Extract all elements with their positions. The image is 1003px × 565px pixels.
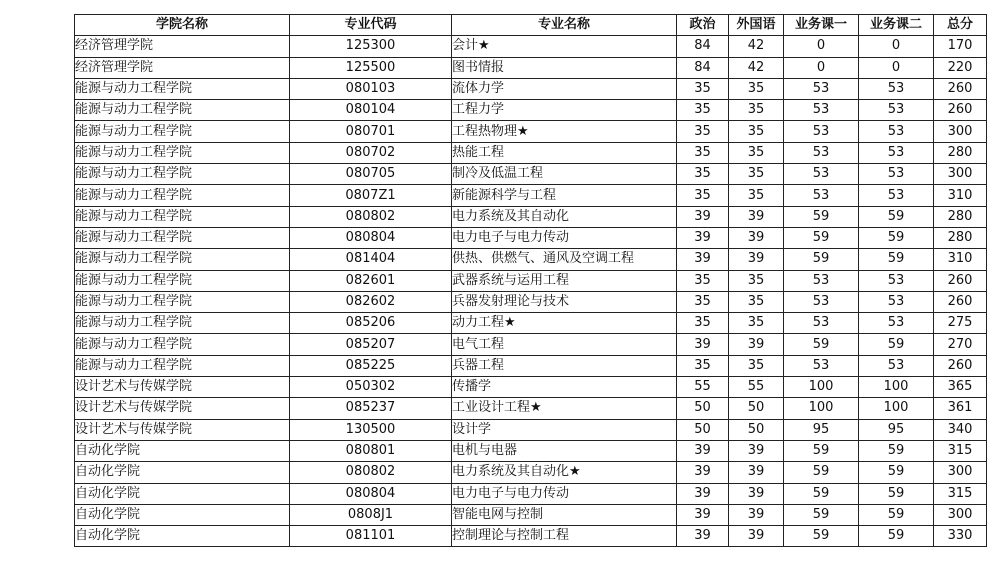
cell-major: 供热、供燃气、通风及空调工程 [452,249,677,270]
table-row [75,142,987,163]
cell-course-two: 59 [859,483,934,504]
cell-major: 工程力学 [452,100,677,121]
cell-foreign-language: 42 [729,57,784,78]
cell-course-two: 0 [859,57,934,78]
cell-total: 315 [934,483,987,504]
cell-college: 能源与动力工程学院 [75,227,290,248]
table-row [75,313,987,334]
cell-course-two: 53 [859,142,934,163]
cell-major: 新能源科学与工程 [452,185,677,206]
cell-code: 080801 [290,440,452,461]
cell-course-two: 95 [859,419,934,440]
table-row [75,355,987,376]
header-code: 专业代码 [290,15,452,36]
cell-college: 能源与动力工程学院 [75,313,290,334]
table-row [75,36,987,57]
cell-course-two: 59 [859,462,934,483]
cell-course-two: 53 [859,313,934,334]
cell-code: 080103 [290,78,452,99]
cell-foreign-language: 35 [729,313,784,334]
cell-total: 315 [934,440,987,461]
cell-foreign-language: 35 [729,164,784,185]
cell-course-one: 59 [784,227,859,248]
cell-code: 125500 [290,57,452,78]
cell-code: 080804 [290,483,452,504]
cell-major: 动力工程★ [452,313,677,334]
cell-foreign-language: 35 [729,270,784,291]
cell-foreign-language: 35 [729,291,784,312]
cell-total: 310 [934,185,987,206]
cell-college: 经济管理学院 [75,36,290,57]
cell-code: 080804 [290,227,452,248]
cell-total: 300 [934,121,987,142]
cell-college: 能源与动力工程学院 [75,78,290,99]
cell-total: 260 [934,291,987,312]
cell-course-two: 0 [859,36,934,57]
cell-politics: 39 [677,504,729,525]
score-table [74,14,987,547]
cell-politics: 39 [677,249,729,270]
cell-course-two: 59 [859,440,934,461]
cell-course-one: 53 [784,291,859,312]
cell-politics: 39 [677,526,729,547]
cell-major: 电力系统及其自动化 [452,206,677,227]
cell-major: 兵器发射理论与技术 [452,291,677,312]
cell-code: 085237 [290,398,452,419]
cell-course-one: 59 [784,462,859,483]
cell-code: 085207 [290,334,452,355]
cell-college: 能源与动力工程学院 [75,100,290,121]
cell-course-two: 59 [859,334,934,355]
cell-college: 能源与动力工程学院 [75,164,290,185]
cell-code: 080705 [290,164,452,185]
cell-politics: 50 [677,398,729,419]
cell-politics: 35 [677,313,729,334]
cell-college: 设计艺术与传媒学院 [75,398,290,419]
cell-politics: 50 [677,419,729,440]
cell-major: 会计★ [452,36,677,57]
cell-total: 361 [934,398,987,419]
cell-course-two: 59 [859,504,934,525]
table-row [75,164,987,185]
cell-politics: 35 [677,142,729,163]
table-row [75,78,987,99]
table-row [75,100,987,121]
cell-major: 控制理论与控制工程 [452,526,677,547]
cell-major: 电力电子与电力传动 [452,483,677,504]
cell-total: 330 [934,526,987,547]
cell-course-one: 53 [784,78,859,99]
table-row [75,291,987,312]
cell-college: 自动化学院 [75,462,290,483]
cell-code: 080702 [290,142,452,163]
header-major: 专业名称 [452,15,677,36]
cell-code: 125300 [290,36,452,57]
table-row [75,206,987,227]
cell-politics: 39 [677,206,729,227]
header-total: 总分 [934,15,987,36]
cell-foreign-language: 39 [729,526,784,547]
cell-course-two: 59 [859,526,934,547]
cell-total: 280 [934,206,987,227]
cell-total: 280 [934,142,987,163]
cell-total: 340 [934,419,987,440]
cell-politics: 35 [677,291,729,312]
cell-course-one: 53 [784,142,859,163]
cell-major: 武器系统与运用工程 [452,270,677,291]
header-foreign-language: 外国语 [729,15,784,36]
cell-foreign-language: 35 [729,355,784,376]
cell-code: 081404 [290,249,452,270]
cell-politics: 84 [677,36,729,57]
cell-total: 170 [934,36,987,57]
cell-major: 工业设计工程★ [452,398,677,419]
cell-major: 制冷及低温工程 [452,164,677,185]
cell-course-two: 53 [859,121,934,142]
cell-major: 流体力学 [452,78,677,99]
table-row [75,334,987,355]
table-row [75,121,987,142]
table-body [75,36,987,547]
cell-course-two: 59 [859,206,934,227]
cell-foreign-language: 42 [729,36,784,57]
cell-total: 280 [934,227,987,248]
cell-course-one: 53 [784,100,859,121]
cell-college: 能源与动力工程学院 [75,270,290,291]
cell-code: 0807Z1 [290,185,452,206]
cell-foreign-language: 35 [729,185,784,206]
cell-foreign-language: 35 [729,100,784,121]
cell-course-two: 53 [859,78,934,99]
cell-foreign-language: 35 [729,142,784,163]
cell-foreign-language: 39 [729,440,784,461]
cell-college: 能源与动力工程学院 [75,355,290,376]
table-row [75,227,987,248]
cell-code: 082602 [290,291,452,312]
cell-college: 能源与动力工程学院 [75,206,290,227]
cell-politics: 39 [677,462,729,483]
table-row [75,249,987,270]
cell-code: 085225 [290,355,452,376]
header-politics: 政治 [677,15,729,36]
cell-code: 085206 [290,313,452,334]
cell-course-one: 59 [784,249,859,270]
cell-total: 260 [934,100,987,121]
cell-foreign-language: 35 [729,78,784,99]
cell-total: 365 [934,377,987,398]
table-row [75,440,987,461]
cell-code: 050302 [290,377,452,398]
cell-course-two: 53 [859,100,934,121]
cell-course-one: 53 [784,121,859,142]
cell-foreign-language: 55 [729,377,784,398]
cell-code: 080701 [290,121,452,142]
cell-major: 图书情报 [452,57,677,78]
cell-major: 热能工程 [452,142,677,163]
cell-code: 130500 [290,419,452,440]
cell-total: 310 [934,249,987,270]
cell-course-one: 100 [784,398,859,419]
table-row [75,504,987,525]
cell-course-two: 59 [859,227,934,248]
cell-course-one: 59 [784,483,859,504]
cell-major: 传播学 [452,377,677,398]
cell-foreign-language: 39 [729,334,784,355]
cell-course-one: 53 [784,355,859,376]
cell-politics: 35 [677,270,729,291]
cell-major: 电力电子与电力传动 [452,227,677,248]
cell-foreign-language: 39 [729,483,784,504]
cell-foreign-language: 35 [729,121,784,142]
cell-major: 设计学 [452,419,677,440]
cell-foreign-language: 39 [729,249,784,270]
header-course-two: 业务课二 [859,15,934,36]
cell-college: 设计艺术与传媒学院 [75,377,290,398]
table-row [75,526,987,547]
cell-total: 300 [934,504,987,525]
cell-politics: 35 [677,121,729,142]
cell-code: 082601 [290,270,452,291]
cell-politics: 39 [677,334,729,355]
cell-foreign-language: 39 [729,462,784,483]
cell-course-two: 53 [859,355,934,376]
cell-politics: 55 [677,377,729,398]
cell-politics: 35 [677,185,729,206]
cell-college: 能源与动力工程学院 [75,121,290,142]
table-row [75,185,987,206]
cell-college: 经济管理学院 [75,57,290,78]
cell-college: 设计艺术与传媒学院 [75,419,290,440]
table-row [75,270,987,291]
header-college: 学院名称 [75,15,290,36]
cell-major: 智能电网与控制 [452,504,677,525]
cell-course-one: 100 [784,377,859,398]
cell-course-one: 95 [784,419,859,440]
cell-total: 220 [934,57,987,78]
cell-code: 080802 [290,206,452,227]
cell-college: 自动化学院 [75,526,290,547]
cell-politics: 35 [677,78,729,99]
table-row [75,377,987,398]
cell-code: 0808J1 [290,504,452,525]
cell-college: 自动化学院 [75,504,290,525]
cell-course-one: 59 [784,206,859,227]
table-row [75,483,987,504]
cell-foreign-language: 50 [729,398,784,419]
cell-code: 080802 [290,462,452,483]
cell-total: 260 [934,270,987,291]
cell-major: 电气工程 [452,334,677,355]
cell-course-one: 0 [784,36,859,57]
cell-foreign-language: 50 [729,419,784,440]
cell-total: 270 [934,334,987,355]
cell-course-one: 59 [784,526,859,547]
cell-college: 自动化学院 [75,440,290,461]
cell-major: 电机与电器 [452,440,677,461]
cell-total: 300 [934,462,987,483]
cell-politics: 35 [677,164,729,185]
cell-foreign-language: 39 [729,504,784,525]
table-row [75,462,987,483]
cell-college: 自动化学院 [75,483,290,504]
cell-politics: 39 [677,440,729,461]
cell-foreign-language: 39 [729,206,784,227]
cell-total: 275 [934,313,987,334]
cell-college: 能源与动力工程学院 [75,185,290,206]
cell-college: 能源与动力工程学院 [75,142,290,163]
cell-total: 260 [934,78,987,99]
cell-college: 能源与动力工程学院 [75,291,290,312]
cell-college: 能源与动力工程学院 [75,334,290,355]
cell-course-one: 53 [784,164,859,185]
cell-course-one: 53 [784,313,859,334]
table-row [75,57,987,78]
cell-politics: 39 [677,227,729,248]
header-row [75,15,987,36]
cell-politics: 39 [677,483,729,504]
cell-course-two: 53 [859,185,934,206]
cell-politics: 84 [677,57,729,78]
cell-course-one: 53 [784,185,859,206]
cell-politics: 35 [677,355,729,376]
cell-course-one: 59 [784,334,859,355]
header-course-one: 业务课一 [784,15,859,36]
cell-course-two: 53 [859,270,934,291]
cell-major: 工程热物理★ [452,121,677,142]
cell-course-one: 59 [784,504,859,525]
cell-foreign-language: 39 [729,227,784,248]
cell-total: 260 [934,355,987,376]
cell-course-one: 59 [784,440,859,461]
table-row [75,419,987,440]
cell-major: 电力系统及其自动化★ [452,462,677,483]
cell-course-two: 100 [859,377,934,398]
cell-course-two: 53 [859,164,934,185]
cell-major: 兵器工程 [452,355,677,376]
cell-college: 能源与动力工程学院 [75,249,290,270]
cell-code: 080104 [290,100,452,121]
cell-code: 081101 [290,526,452,547]
cell-course-two: 53 [859,291,934,312]
cell-politics: 35 [677,100,729,121]
cell-course-two: 100 [859,398,934,419]
cell-course-two: 59 [859,249,934,270]
cell-course-one: 53 [784,270,859,291]
cell-total: 300 [934,164,987,185]
cell-course-one: 0 [784,57,859,78]
table-row [75,398,987,419]
